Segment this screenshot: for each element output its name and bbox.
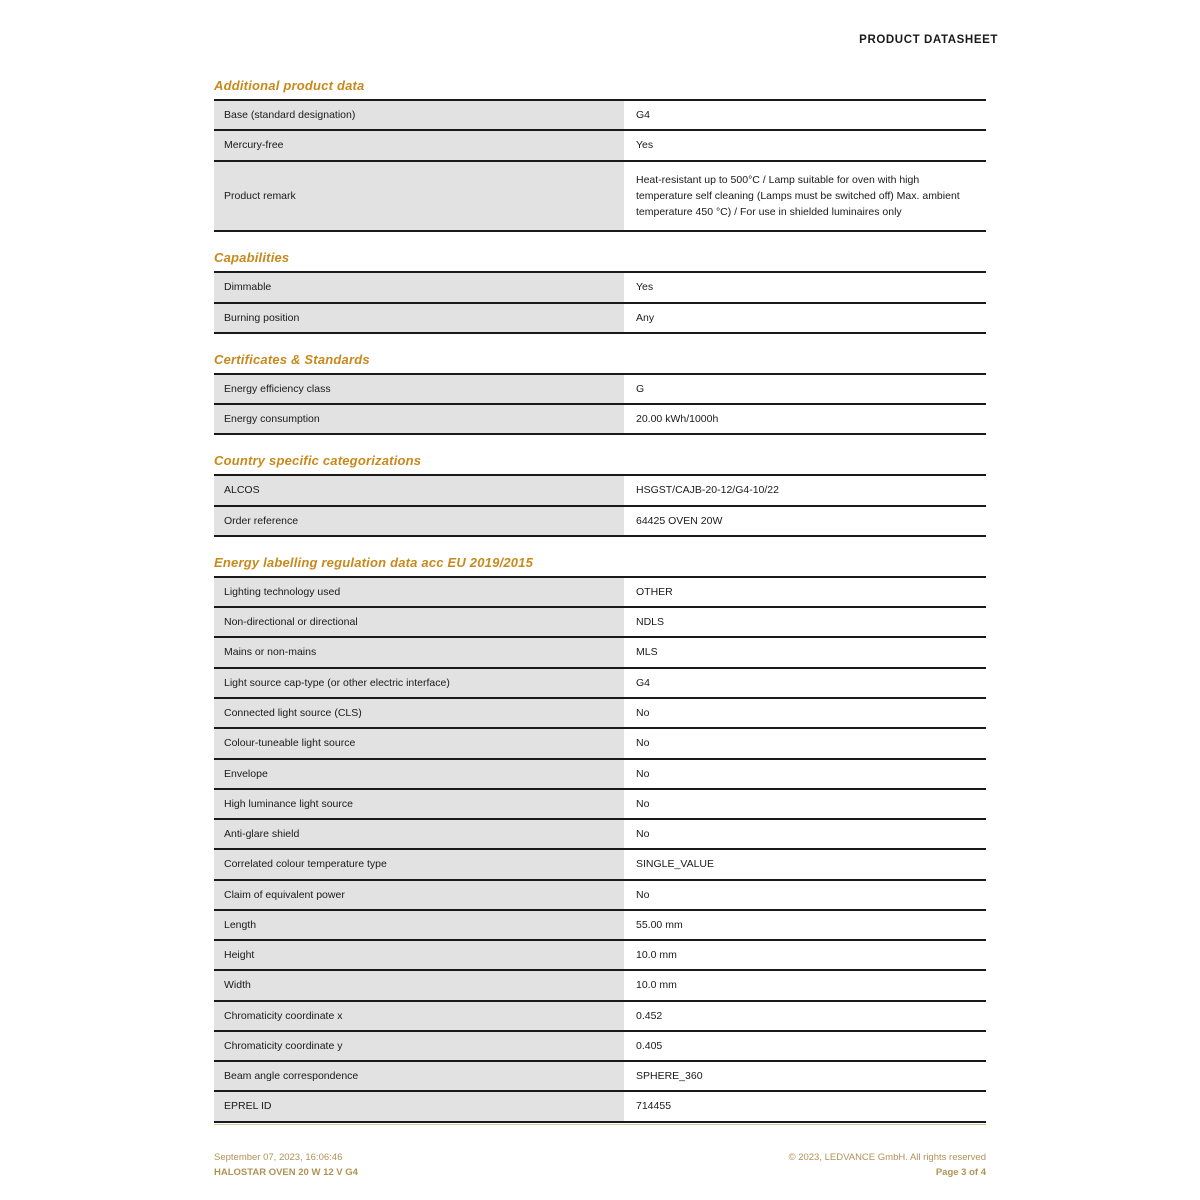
table-row [214, 1091, 986, 1121]
spec-label: Base (standard designation) [214, 100, 624, 130]
spec-label: Colour-tuneable light source [214, 728, 624, 758]
spec-value: No [624, 728, 986, 758]
spec-label: Dimmable [214, 272, 624, 302]
spec-section [214, 555, 986, 1123]
spec-label: Lighting technology used [214, 577, 624, 607]
datasheet-content [214, 78, 986, 1141]
table-row [214, 272, 986, 302]
spec-label: Height [214, 940, 624, 970]
table-row [214, 1061, 986, 1091]
spec-value: 714455 [624, 1091, 986, 1121]
table-row [214, 475, 986, 505]
page-footer [214, 1124, 986, 1180]
spec-table [214, 271, 986, 334]
spec-value: SPHERE_360 [624, 1061, 986, 1091]
spec-value: 20.00 kWh/1000h [624, 404, 986, 434]
spec-label: Burning position [214, 303, 624, 333]
spec-value: OTHER [624, 577, 986, 607]
table-row [214, 607, 986, 637]
table-row [214, 668, 986, 698]
spec-section [214, 453, 986, 537]
spec-value: G4 [624, 100, 986, 130]
table-row [214, 910, 986, 940]
spec-section [214, 78, 986, 232]
footer-left-block [214, 1151, 358, 1180]
spec-label: Length [214, 910, 624, 940]
table-row [214, 789, 986, 819]
spec-value: No [624, 819, 986, 849]
spec-label: Product remark [214, 161, 624, 232]
footer-product-name: HALOSTAR OVEN 20 W 12 V G4 [214, 1166, 358, 1178]
spec-value: No [624, 789, 986, 819]
spec-section [214, 352, 986, 436]
footer-copyright: © 2023, LEDVANCE GmbH. All rights reserved [788, 1152, 986, 1163]
spec-label: Connected light source (CLS) [214, 698, 624, 728]
spec-value: 0.405 [624, 1031, 986, 1061]
spec-label: Claim of equivalent power [214, 880, 624, 910]
page-header [0, 30, 1200, 48]
spec-label: Envelope [214, 759, 624, 789]
spec-value: No [624, 698, 986, 728]
spec-label: Energy consumption [214, 404, 624, 434]
spec-label: Width [214, 970, 624, 1000]
page-header-title: PRODUCT DATASHEET [859, 34, 998, 46]
spec-label: Energy efficiency class [214, 374, 624, 404]
table-row [214, 940, 986, 970]
table-row [214, 506, 986, 536]
spec-value: 10.0 mm [624, 940, 986, 970]
spec-value: 10.0 mm [624, 970, 986, 1000]
footer-right-block [789, 1151, 986, 1180]
table-row [214, 970, 986, 1000]
section-title: Capabilities [214, 250, 290, 266]
spec-value: HSGST/CAJB-20-12/G4-10/22 [624, 475, 986, 505]
spec-value: Heat-resistant up to 500°C / Lamp suitable for oven with high temperature self cleaning (Lamps must be switched off) Max. ambient temperature 450 °C) / For use in shielded luminaires only [624, 161, 986, 232]
spec-table [214, 576, 986, 1123]
table-row [214, 728, 986, 758]
spec-label: Non-directional or directional [214, 607, 624, 637]
spec-label: Mains or non-mains [214, 637, 624, 667]
table-row [214, 849, 986, 879]
spec-label: Order reference [214, 506, 624, 536]
spec-value: NDLS [624, 607, 986, 637]
table-row [214, 577, 986, 607]
spec-label: High luminance light source [214, 789, 624, 819]
spec-value: G4 [624, 668, 986, 698]
spec-value: SINGLE_VALUE [624, 849, 986, 879]
table-row [214, 880, 986, 910]
spec-label: Correlated colour temperature type [214, 849, 624, 879]
table-row [214, 374, 986, 404]
spec-value: G [624, 374, 986, 404]
table-row [214, 759, 986, 789]
section-title: Certificates & Standards [214, 351, 370, 367]
spec-label: Mercury-free [214, 130, 624, 160]
table-row [214, 1031, 986, 1061]
spec-value: 64425 OVEN 20W [624, 506, 986, 536]
table-row [214, 1001, 986, 1031]
section-title: Additional product data [214, 78, 365, 93]
footer-divider [214, 1124, 986, 1125]
spec-value: Any [624, 303, 986, 333]
spec-table [214, 373, 986, 436]
spec-label: Anti-glare shield [214, 819, 624, 849]
spec-value: 0.452 [624, 1001, 986, 1031]
table-row [214, 161, 986, 232]
spec-value: Yes [624, 272, 986, 302]
spec-table [214, 99, 986, 232]
table-row [214, 100, 986, 130]
table-row [214, 637, 986, 667]
spec-value: No [624, 759, 986, 789]
spec-table [214, 474, 986, 537]
spec-value: MLS [624, 637, 986, 667]
table-row [214, 130, 986, 160]
section-title: Energy labelling regulation data acc EU 2019/2015 [214, 554, 534, 570]
spec-value: Yes [624, 130, 986, 160]
spec-value: 55.00 mm [624, 910, 986, 940]
section-title: Country specific categorizations [214, 453, 422, 469]
spec-label: Chromaticity coordinate x [214, 1001, 624, 1031]
spec-label: EPREL ID [214, 1091, 624, 1121]
footer-timestamp: September 07, 2023, 16:06:46 [214, 1152, 343, 1163]
spec-label: ALCOS [214, 475, 624, 505]
spec-value: No [624, 880, 986, 910]
table-row [214, 404, 986, 434]
spec-section [214, 250, 986, 334]
table-row [214, 819, 986, 849]
spec-label: Chromaticity coordinate y [214, 1031, 624, 1061]
footer-page-number: Page 3 of 4 [935, 1166, 986, 1178]
table-row [214, 698, 986, 728]
spec-label: Light source cap-type (or other electric interface) [214, 668, 624, 698]
spec-label: Beam angle correspondence [214, 1061, 624, 1091]
table-row [214, 303, 986, 333]
